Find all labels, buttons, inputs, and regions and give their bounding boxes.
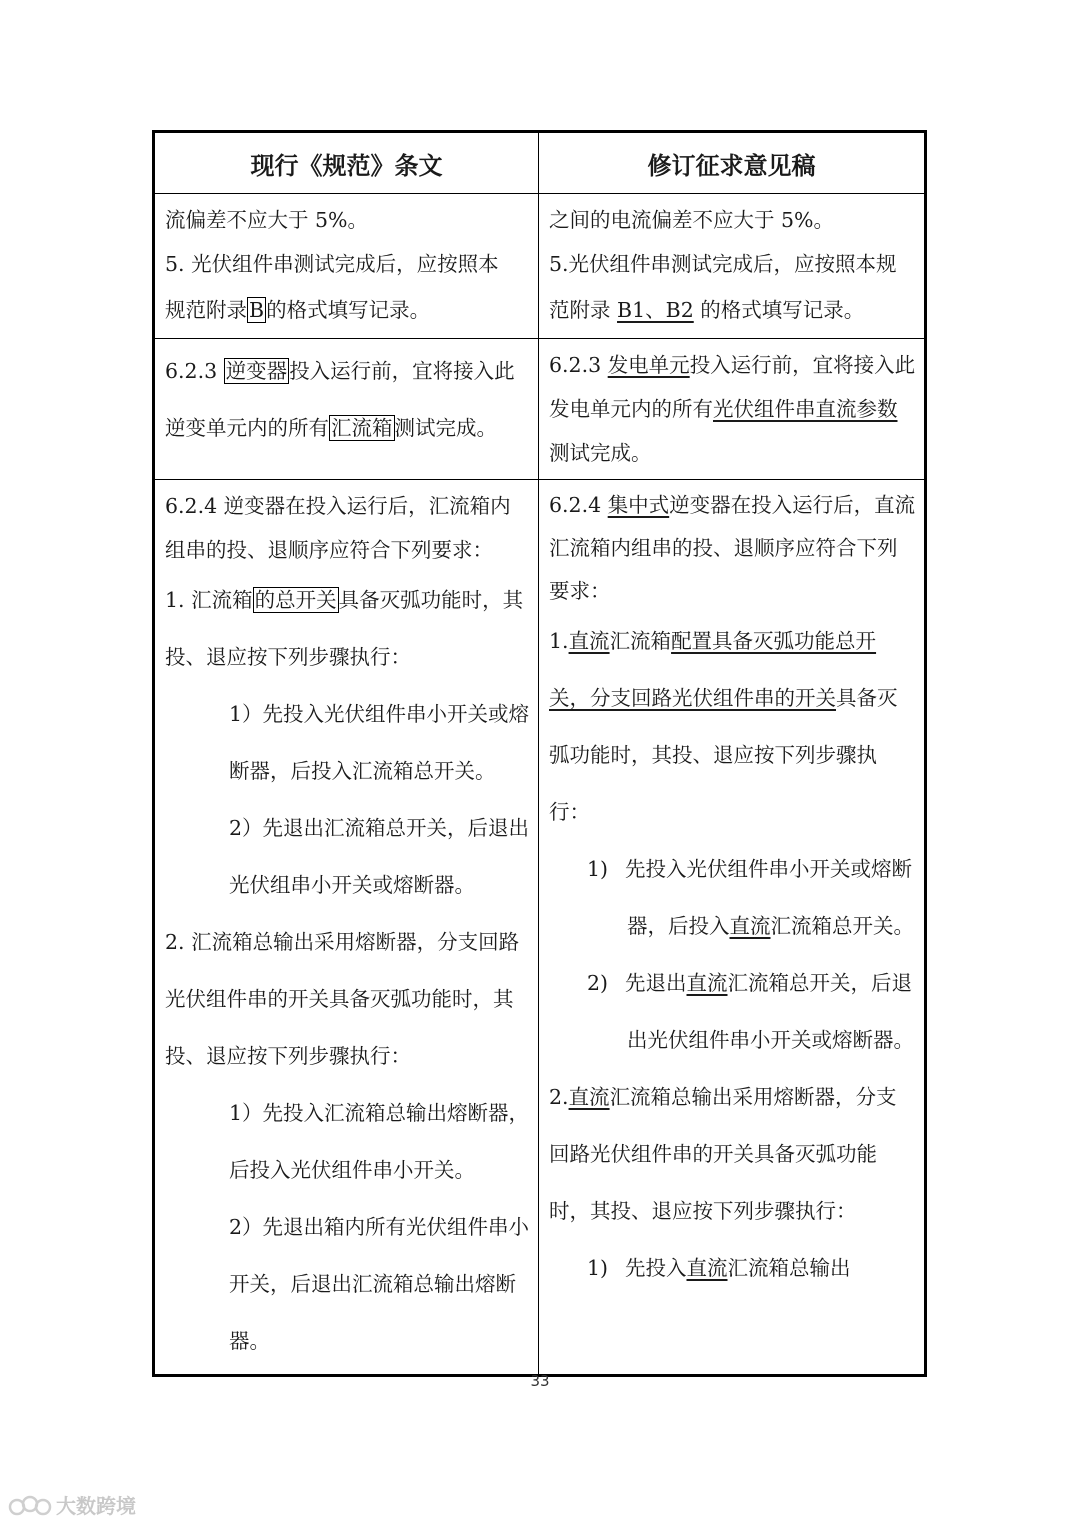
underlined-term: 直流 xyxy=(686,1256,728,1280)
cell-revised-clause xyxy=(539,339,926,480)
text-fragment: 先投入光伏组件串小开关或熔断器，后投入 xyxy=(625,857,912,938)
paragraph xyxy=(549,343,916,475)
text-fragment: 投入运行前，宜将接入此逆变单元内的所有 xyxy=(165,359,515,440)
sub-step xyxy=(549,841,916,955)
paragraph: 2. 汇流箱总输出采用熔断器，分支回路光伏组件串的开关具备灭弧功能时，其投、退应按下列步骤执行： xyxy=(165,930,520,1068)
paragraph xyxy=(549,484,916,613)
boxed-term: 的总开关 xyxy=(254,588,337,612)
table-row xyxy=(154,339,926,480)
text-fragment: 范附录 xyxy=(549,298,618,322)
text-fragment: 具备灭弧功能时，其投、退应按下列步骤执行： xyxy=(549,686,898,824)
step-number: 1) xyxy=(587,857,609,881)
paragraph: 6.2.4 逆变器在投入运行后，汇流箱内组串的投、退顺序应符合下列要求： xyxy=(165,494,511,562)
boxed-term: 汇流箱 xyxy=(331,416,393,440)
text-fragment: 先退出 xyxy=(625,971,687,995)
cell-revised-clause xyxy=(539,480,926,1376)
table-row xyxy=(154,194,926,339)
text-line: 5.光伏组件串测试完成后，应按照本规 xyxy=(549,252,897,276)
text-fragment: 逆变器在投入运行后，直流汇流箱内组串的投、退顺序应符合下列要求： xyxy=(549,493,916,603)
text-fragment: 先投入 xyxy=(625,1256,687,1280)
comparison-table xyxy=(152,130,927,1377)
sub-step: 2）先退出汇流箱总开关，后退出光伏组串小开关或熔断器。 xyxy=(229,816,530,897)
text-fragment: 测试完成。 xyxy=(394,416,497,440)
underlined-term: 集中式 xyxy=(607,493,670,517)
paragraph xyxy=(549,613,916,841)
sub-step xyxy=(549,1240,916,1297)
page-number: 33 xyxy=(530,1372,550,1390)
brand-logo-icon xyxy=(8,1492,52,1518)
header-current-spec: 现行《规范》条文 xyxy=(154,132,539,194)
cell-revised-clause xyxy=(539,194,926,339)
text-fragment: 6.2.3 xyxy=(549,353,608,377)
text-line: 流偏差不应大于 5%。 xyxy=(165,208,369,232)
paragraph xyxy=(549,1069,916,1240)
underlined-term: 光伏组件串直流参数 xyxy=(713,397,898,421)
text-fragment: 规范附录 xyxy=(165,298,247,322)
text-fragment: 的格式填写记录。 xyxy=(266,298,431,322)
text-line: 之间的电流偏差不应大于 5%。 xyxy=(549,208,835,232)
underlined-term: 直流 xyxy=(686,971,728,995)
text-fragment: 测试完成。 xyxy=(549,441,652,465)
paragraph xyxy=(165,572,530,686)
text-line xyxy=(165,286,530,334)
text-fragment: 具备灭弧功能时，其投、退应按下列步骤执行： xyxy=(165,588,524,669)
underlined-term: B1、B2 xyxy=(617,298,694,322)
underlined-term: 直流 xyxy=(568,629,610,653)
text-fragment: 汇流箱 xyxy=(609,629,672,653)
underlined-term: 配置具备灭弧功能总开关，分支回路光伏组件串的开关 xyxy=(549,629,877,710)
step-number: 2) xyxy=(587,971,609,995)
table-row xyxy=(154,480,926,1376)
text-line xyxy=(549,286,916,334)
sub-step xyxy=(549,955,916,1069)
text-line: 5. 光伏组件串测试完成后，应按照本 xyxy=(165,252,499,276)
cell-current-clause xyxy=(154,194,539,339)
step-number: 1) xyxy=(587,1256,609,1280)
text-fragment: 2. xyxy=(549,1085,569,1109)
header-revised-draft: 修订征求意见稿 xyxy=(539,132,926,194)
text-fragment: 1. 汇流箱 xyxy=(165,588,253,612)
paragraph xyxy=(165,343,530,457)
watermark-text: 大数跨境 xyxy=(56,1494,136,1518)
cell-current-clause xyxy=(154,339,539,480)
underlined-term: 直流 xyxy=(568,1085,610,1109)
underlined-term: 发电单元 xyxy=(607,353,690,377)
underlined-term: 直流 xyxy=(729,914,771,938)
text-fragment: 6.2.3 xyxy=(165,359,224,383)
table-header-row xyxy=(154,132,926,194)
text-fragment: 汇流箱总开关，后退出光伏组件串小开关或熔断器。 xyxy=(627,971,914,1052)
sub-step: 1）先投入光伏组件串小开关或熔断器，后投入汇流箱总开关。 xyxy=(229,702,530,783)
text-fragment: 汇流箱总开关。 xyxy=(770,914,914,938)
text-fragment: 的格式填写记录。 xyxy=(693,298,865,322)
text-fragment: 6.2.4 xyxy=(549,493,608,517)
text-fragment: 投入运行前，宜将接入此发电单元内的所有 xyxy=(549,353,916,421)
boxed-term: B xyxy=(249,298,265,322)
boxed-term: 逆变器 xyxy=(225,359,288,383)
cell-current-clause xyxy=(154,480,539,1376)
text-fragment: 1. xyxy=(549,629,569,653)
watermark xyxy=(8,1490,136,1519)
text-fragment: 汇流箱总输出采用熔断器，分支回路光伏组件串的开关具备灭弧功能时，其投、退应按下列步骤执行： xyxy=(549,1085,897,1223)
sub-step: 2）先退出箱内所有光伏组件串小开关，后退出汇流箱总输出熔断器。 xyxy=(229,1215,530,1353)
text-fragment: 汇流箱总输出 xyxy=(727,1256,851,1280)
sub-step: 1）先投入汇流箱总输出熔断器，后投入光伏组件串小开关。 xyxy=(229,1101,530,1182)
